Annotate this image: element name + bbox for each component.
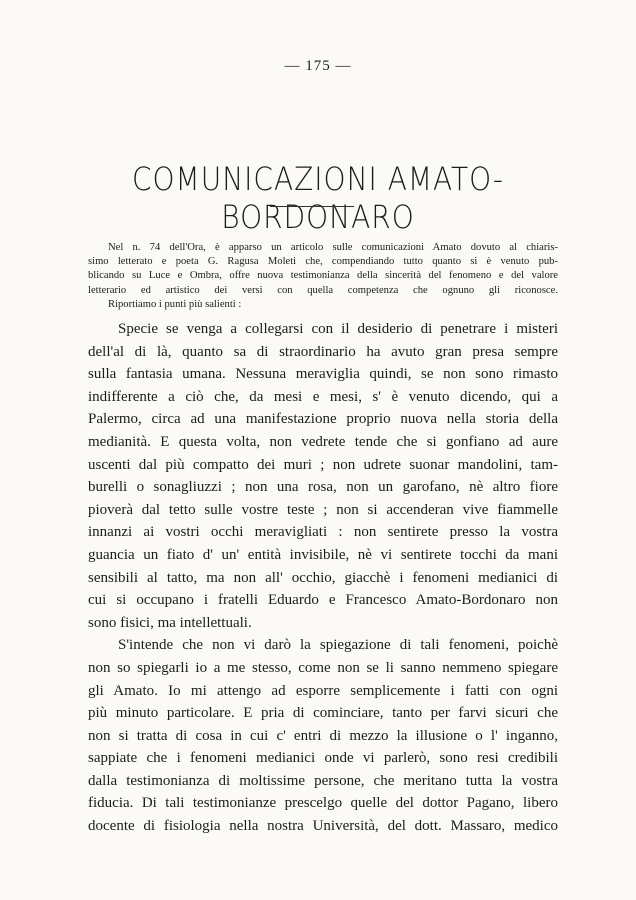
text-line: burelli o sonagliuzzi ; non una rosa, non un garofano, nè altro fiore (88, 479, 558, 496)
text-line: S'intende che non vi darò la spiegazione di tali fenomeni, poichè (118, 637, 558, 654)
paragraph-2 (88, 634, 558, 837)
text-line: sono fisici, ma intellettuali. (88, 614, 252, 631)
note-line: blicando su Luce e Ombra, offre nuova testimonianza della sincerità del fenomeno e del valore (88, 270, 558, 282)
page-title: COMUNICAZIONI AMATO-BORDONARO (131, 160, 505, 236)
editorial-note (88, 241, 558, 312)
title-divider (270, 206, 354, 207)
text-line: dell'al di là, quanto sa di straordinario ha avuto gran presa sempre (88, 343, 558, 360)
text-line: indifferente a ciò che, da mesi e mesi, s' è venuto dicendo, qui a (88, 388, 558, 405)
text-line: docente di fisiologia nella nostra Università, del dott. Massaro, medico (88, 818, 558, 835)
note-line: Nel n. 74 dell'Ora, è apparso un articolo sulle comunicazioni Amato dovuto al chiaris- (108, 242, 558, 253)
text-line: gli Amato. Io mi attengo ad esporre semplicemente i fatti con ogni (88, 682, 558, 699)
text-line: cui si occupano i fratelli Eduardo e Francesco Amato-Bordonaro non (88, 592, 558, 609)
text-line: uscenti dal più compatto dei muri ; non udrete suonar mandolini, tam- (88, 456, 558, 473)
page-number: — 175 — (284, 58, 352, 74)
text-line: guancia un fiato d' un' entità invisibile, nè vi sentirete tocchi da mani (88, 546, 558, 563)
text-line: dalla testimonianza di moltissime persone, che meritano tutta la vostra (88, 772, 558, 789)
text-line: Specie se venga a collegarsi con il desiderio di penetrare i misteri (118, 321, 558, 337)
text-line: sappiate che i fenomeni medianici onde vi parlerò, sono resi credibili (88, 750, 558, 767)
text-line: non si tratta di cosa in cui c' entri di mezzo la illusione o l' inganno, (88, 727, 558, 744)
paragraph-1 (88, 318, 558, 634)
text-line: sensibili al tatto, ma non all' occhio, giacchè i fenomeni medianici di (88, 569, 558, 586)
text-line: medianità. E questa volta, non vedrete tende che si gonfiano ad aure (88, 433, 558, 450)
text-line: pioverà dal tetto sulle vostre teste ; non si accenderan vive fiammelle (88, 501, 558, 518)
article-body (88, 318, 558, 838)
note-line: Riportiamo i punti più salienti : (108, 298, 242, 310)
text-line: fiducia. Di tali testimonianze prescelgo quelle del dottor Pagano, libero (88, 795, 558, 812)
note-line: letterario ed artistico dei versi con quella competenza che ognuno gli riconosce. (88, 284, 558, 296)
note-line: simo letterato e poeta G. Ragusa Moleti che, compendiando tutto quanto si è venuto pub- (88, 256, 558, 268)
text-line: non so spiegarli io a me stesso, come non se li sanno nemmeno spiegare (88, 659, 558, 676)
text-line: innanzi ai vostri occhi meravigliati : non sentirete presso la vostra (88, 524, 558, 541)
text-line: più minuto particolare. E pria di cominciare, tanto per farvi sicuri che (88, 705, 558, 722)
text-line: sulla fantasia umana. Nessuna meraviglia quindi, se non sono rimasto (88, 366, 558, 383)
text-line: Palermo, circa ad una manifestazione proprio nuova nella storia della (88, 411, 558, 428)
